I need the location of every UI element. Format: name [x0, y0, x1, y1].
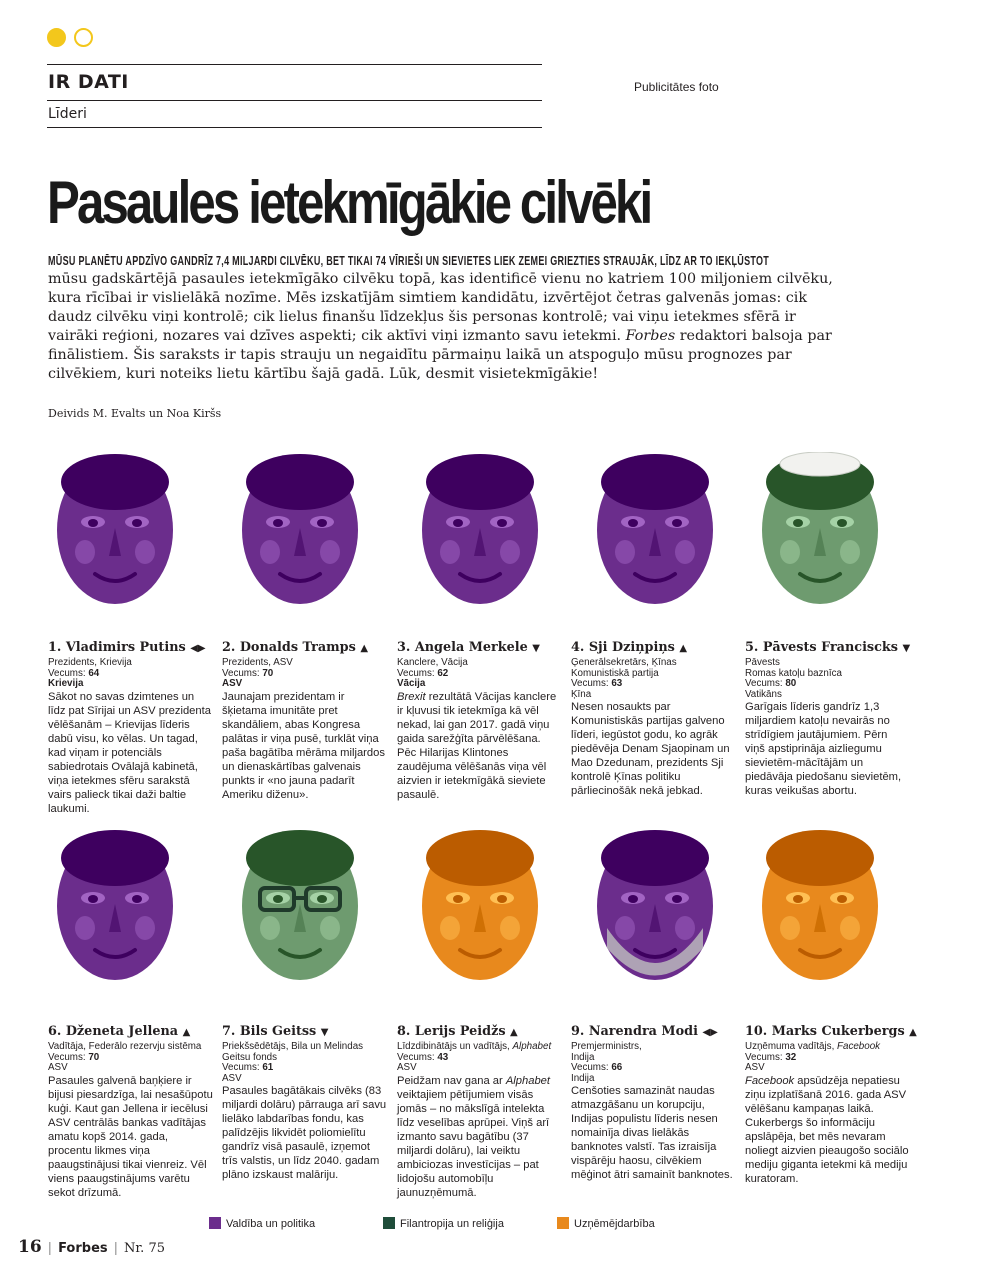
- portrait-icon: [410, 452, 550, 612]
- legend-swatch: [557, 1217, 569, 1229]
- person-country: ASV: [48, 1062, 68, 1074]
- person-country: Ķīna: [571, 688, 592, 700]
- subsection-label: Līderi: [48, 106, 87, 122]
- person-card: [222, 640, 387, 802]
- portrait-icon: [45, 828, 185, 988]
- person-country: Vācija: [397, 678, 426, 690]
- person-meta: [222, 658, 387, 690]
- person-age: Vecums: 61: [222, 1062, 274, 1074]
- person-role: Prezidents, Krievija: [48, 657, 132, 668]
- person-name: 2. Donalds Tramps ▲: [222, 640, 369, 655]
- person-role: Ģenerālsekretārs, Ķīnas Komunistiskā partija: [571, 657, 677, 679]
- section-label: IR DATI: [48, 71, 129, 93]
- person-meta: [222, 1042, 387, 1084]
- person-country: ASV: [222, 678, 243, 690]
- legend-item-philanthropy: [383, 1217, 504, 1230]
- person-meta: [48, 658, 213, 690]
- trend-icon: ◀▶: [702, 1027, 718, 1038]
- person-meta: [397, 658, 562, 690]
- person-name: 3. Angela Merkele ▼: [397, 640, 540, 655]
- dot-outline-icon: [74, 28, 93, 47]
- header-rule-middle: [47, 100, 542, 101]
- person-name: 7. Bils Geitss ▼: [222, 1024, 329, 1039]
- portrait-icon: [750, 452, 890, 612]
- portrait: [45, 452, 185, 612]
- page-footer: 16 | Forbes | Nr. 75: [18, 1237, 165, 1257]
- person-meta: [571, 1042, 736, 1084]
- person-role: Līdzdibinātājs un vadītājs, Alphabet: [397, 1041, 552, 1052]
- person-name: 4. Sji Dziņpiņs ▲: [571, 640, 688, 655]
- person-age: Vecums: 43: [397, 1051, 449, 1063]
- portrait-icon: [585, 452, 725, 612]
- person-description: Peidžam nav gana ar Alphabet veiktajiem pētījumiem visās jomās – no mākslīgā intelekta līdz veselības aprūpei. Viņš arī izmanto savu bagātību (37 miljardi dolāru), lai veiktu ambiciozas investīcijas – pat lidojošu automobīļu jaunuzņēmumā.: [397, 1074, 551, 1199]
- dot-filled-icon: [47, 28, 66, 47]
- person-description: Brexit rezultātā Vācijas kanclere ir kļuvusi tik ietekmīga kā vēl nekad, lai gan 2017. gadā viņu gaida sarežģīta pārvēlēšana. Pēc Hilarijas Klintones zaudējuma vēlēšanās viņa vēl aizvien ir ietekmīgākā sieviete pasaulē.: [397, 690, 557, 801]
- portrait-icon: [45, 452, 185, 612]
- person-card: [222, 1024, 387, 1182]
- byline: Deivids M. Evalts un Noa Kiršs: [48, 407, 222, 420]
- person-meta: [745, 1042, 910, 1074]
- person-name: 5. Pāvests Franciscks ▼: [745, 640, 911, 655]
- person-card: [745, 640, 910, 798]
- person-name: 1. Vladimirs Putins ◀▶: [48, 640, 206, 655]
- portrait-icon: [585, 828, 725, 988]
- legend-swatch: [383, 1217, 395, 1229]
- legend-label: Uzņēmējdarbība: [574, 1218, 655, 1230]
- person-age: Vecums: 64: [48, 667, 100, 679]
- person-description: Pasaules bagātākais cilvēks (83 miljardi dolāru) pārrauga arī savu lielāko labdarības fondu, kas palīdzējis likvidēt poliomielītu gandrīz visā pasaulē, izņemot trīs valstis, un līdz 2040. gadam plāno izskaust malāriju.: [222, 1085, 387, 1182]
- legend-label: Filantropija un reliģija: [400, 1218, 504, 1230]
- person-meta: [571, 658, 736, 700]
- person-description: Sākot no savas dzimtenes un līdz pat Sīrijai un ASV prezidenta vēlēšanām – Krievijas līderis dabū visu, ko vēlas. Un tagad, kad viņam ir potenciāls sabiedrotais Ovālajā kabinetā, viņa ietekmes sfēru sarakstā vairs palieck tikai daži baltie laukumi.: [48, 690, 211, 815]
- person-role: Uzņēmuma vadītājs, Facebook: [745, 1041, 881, 1052]
- person-name: 9. Narendra Modi ◀▶: [571, 1024, 718, 1039]
- lead-text-2: redaktori balsoja par finālistiem. Šis saraksts ir tapis strauju un negaidītu pārmaiņu laikā un atspoguļo mūsu prognozes par cilvēkiem, kuri noteiks lietu kārtību šajā gadā. Lūk, desmit visietekmīgākie!: [48, 328, 832, 382]
- person-role: Premjerministrs,: [571, 1041, 642, 1052]
- portrait-icon: [750, 828, 890, 988]
- person-description: Pasaules galvenā baņķiere ir bijusi piesardzīga, lai nesašūpotu kuģi. Kaut gan Jellena ir iecēlusi ASV centrālās bankas vadītājas amatu kopš 2014. gada, procentu likmes viņa paaugstinājusi tikai vienreiz. Vēl viens paaugstinājums varētu sekot drīzumā.: [48, 1074, 213, 1199]
- person-age: Vecums: 32: [745, 1051, 797, 1063]
- person-name: 8. Lerijs Peidžs ▲: [397, 1024, 518, 1039]
- person-country: ASV: [745, 1062, 765, 1074]
- portrait-icon: [410, 828, 550, 988]
- legend-item-politics: [209, 1217, 315, 1230]
- person-description: Garīgais līderis gandrīz 1,3 miljardiem katoļu nevairās no strīdīgiem jautājumiem. Pērn viņš apstiprināja aizliegumu sievietēm-mācītājām un piedāvāja piedošanu sievietēm, kuras veikušas abortu.: [745, 701, 902, 798]
- person-description: Nesen nosaukts par Komunistiskās partijas galveno līderi, iegūstot godu, ko agrāk piedēvēja Denam Sjaopinam un Mao Dzedunam, prezidents Sji kontrolē Ķīnas politiku pārliecinošāk nekā jebkad.: [571, 701, 730, 798]
- person-meta: [397, 1042, 562, 1074]
- person-age: Vecums: 66: [571, 1062, 623, 1074]
- person-description: Jaunajam prezidentam ir šķietama imunitāte pret skandāliem, abas Kongresa palātas ir viņa pusē, turklāt viņa paša bagātība mērāma miljardos un dienaskārtības galvenais punkts ir «no jauna padarīt Ameriku diženu».: [222, 690, 385, 801]
- person-card: [571, 1024, 736, 1182]
- person-meta: [48, 1042, 213, 1074]
- person-country: ASV: [397, 1062, 417, 1074]
- article-lead: [48, 252, 848, 384]
- portrait-icon: [230, 452, 370, 612]
- article-title: Pasaules ietekmīgākie cilvēki: [47, 169, 651, 236]
- footer-brand: Forbes: [58, 1241, 108, 1256]
- lead-forbes: Forbes: [625, 328, 676, 344]
- portrait: [585, 828, 725, 988]
- person-age: Vecums: 70: [48, 1051, 100, 1063]
- person-role: Vadītāja, Federālo rezervju sistēma: [48, 1041, 202, 1052]
- header-rule-top: [47, 64, 542, 65]
- trend-icon: ▲: [679, 643, 688, 654]
- portrait: [410, 828, 550, 988]
- legend-swatch: [209, 1217, 221, 1229]
- issue-number: Nr. 75: [124, 1241, 165, 1256]
- person-role: Priekšsēdētājs, Bila un Melindas Geitsu fonds: [222, 1041, 364, 1063]
- lead-text-1: mūsu gadskārtējā pasaules ietekmīgāko cilvēku topā, kas identificē vienu no katriem 100 miljoniem cilvēku, kura rīcībai ir vislielākā nozīme. Mēs izskatījām simtiem kandidātu, izvērtējot četras galvenās jomas: cik daudz cilvēku viņi kontrolē; cik lielus finanšu līdzekļus šis personas kontrolē; vai viņu ietekmes sfērā ir vairāki reģioni, nozares vai dzīves aspekti; cik aktīvi viņi izmanto savu ietekmi.: [48, 271, 833, 344]
- person-age: Vecums: 62: [397, 667, 449, 679]
- trend-icon: ▲: [909, 1027, 917, 1038]
- trend-icon: ▼: [320, 1027, 329, 1038]
- portrait: [750, 828, 890, 988]
- portrait: [230, 828, 370, 988]
- person-name: 10. Marks Cukerbergs ▲: [745, 1024, 917, 1039]
- person-country: ASV: [222, 1072, 242, 1084]
- portrait: [410, 452, 550, 612]
- trend-icon: ▼: [532, 643, 540, 654]
- portrait: [230, 452, 370, 612]
- person-country: Krievija: [48, 678, 84, 690]
- photo-credit: Publicitātes foto: [634, 80, 719, 94]
- person-role: Pāvests: [745, 657, 780, 668]
- person-name: 6. Dženeta Jellena ▲: [48, 1024, 191, 1039]
- trend-icon: ▲: [510, 1027, 518, 1038]
- person-age: Vecums: 70: [222, 667, 274, 679]
- person-card: [48, 1024, 213, 1200]
- person-role: Kanclere, Vācija: [397, 657, 468, 668]
- person-card: [571, 640, 736, 798]
- person-role: Prezidents, ASV: [222, 657, 293, 668]
- page-number: 16: [18, 1237, 42, 1257]
- legend-item-business: [557, 1217, 655, 1230]
- person-age: Vecums: 80: [745, 678, 797, 690]
- trend-icon: ▼: [902, 643, 911, 654]
- portrait: [750, 452, 890, 612]
- legend-label: Valdība un politika: [226, 1218, 316, 1230]
- person-description: Cenšoties samazināt naudas atmazgāšanu un korupciju, Indijas populistu līderis nesen nomainīja divas lielākās banknotes valstī. Tas izraisīja vispārēju haosu, cilvēkiem mēģinot ātri samainīt banknotes.: [571, 1085, 733, 1182]
- person-role-2: Romas katoļu baznīca: [745, 667, 842, 679]
- person-card: [397, 1024, 562, 1200]
- portrait: [45, 828, 185, 988]
- trend-icon: ◀▶: [190, 643, 206, 654]
- lead-caps: MŪSU PLANĒTU APDZĪVO GANDRĪZ 7,4 MILJARDI CILVĒKU, BET TIKAI 74 VĪRIEŠI UN SIEVIETES LIEK ZEMEI GRIEZTIES STRAUJĀK, LĪDZ AR TO IEKĻŪSTOT: [48, 254, 770, 268]
- person-card: [48, 640, 213, 816]
- person-role-2: Indija: [571, 1051, 595, 1063]
- portrait-icon: [230, 828, 370, 988]
- person-meta: [745, 658, 910, 700]
- person-country: Indija: [571, 1072, 595, 1084]
- portrait: [585, 452, 725, 612]
- person-age: Vecums: 63: [571, 678, 623, 690]
- header-rule-bottom: [47, 127, 542, 128]
- trend-icon: ▲: [360, 643, 369, 654]
- person-description: Facebook apsūdzēja nepatiesu ziņu izplatīšanā 2016. gada ASV vēlēšanu kampaņas laikā. Cukerbergs šo informāciju apslāpēja, bet mēs nevaram noliegt aizvien pieaugošo sociālo mediju giganta ietekmi kā mediju kuratoram.: [745, 1074, 909, 1185]
- trend-icon: ▲: [182, 1027, 191, 1038]
- person-country: Vatikāns: [745, 688, 782, 700]
- person-card: [745, 1024, 917, 1186]
- person-card: [397, 640, 562, 802]
